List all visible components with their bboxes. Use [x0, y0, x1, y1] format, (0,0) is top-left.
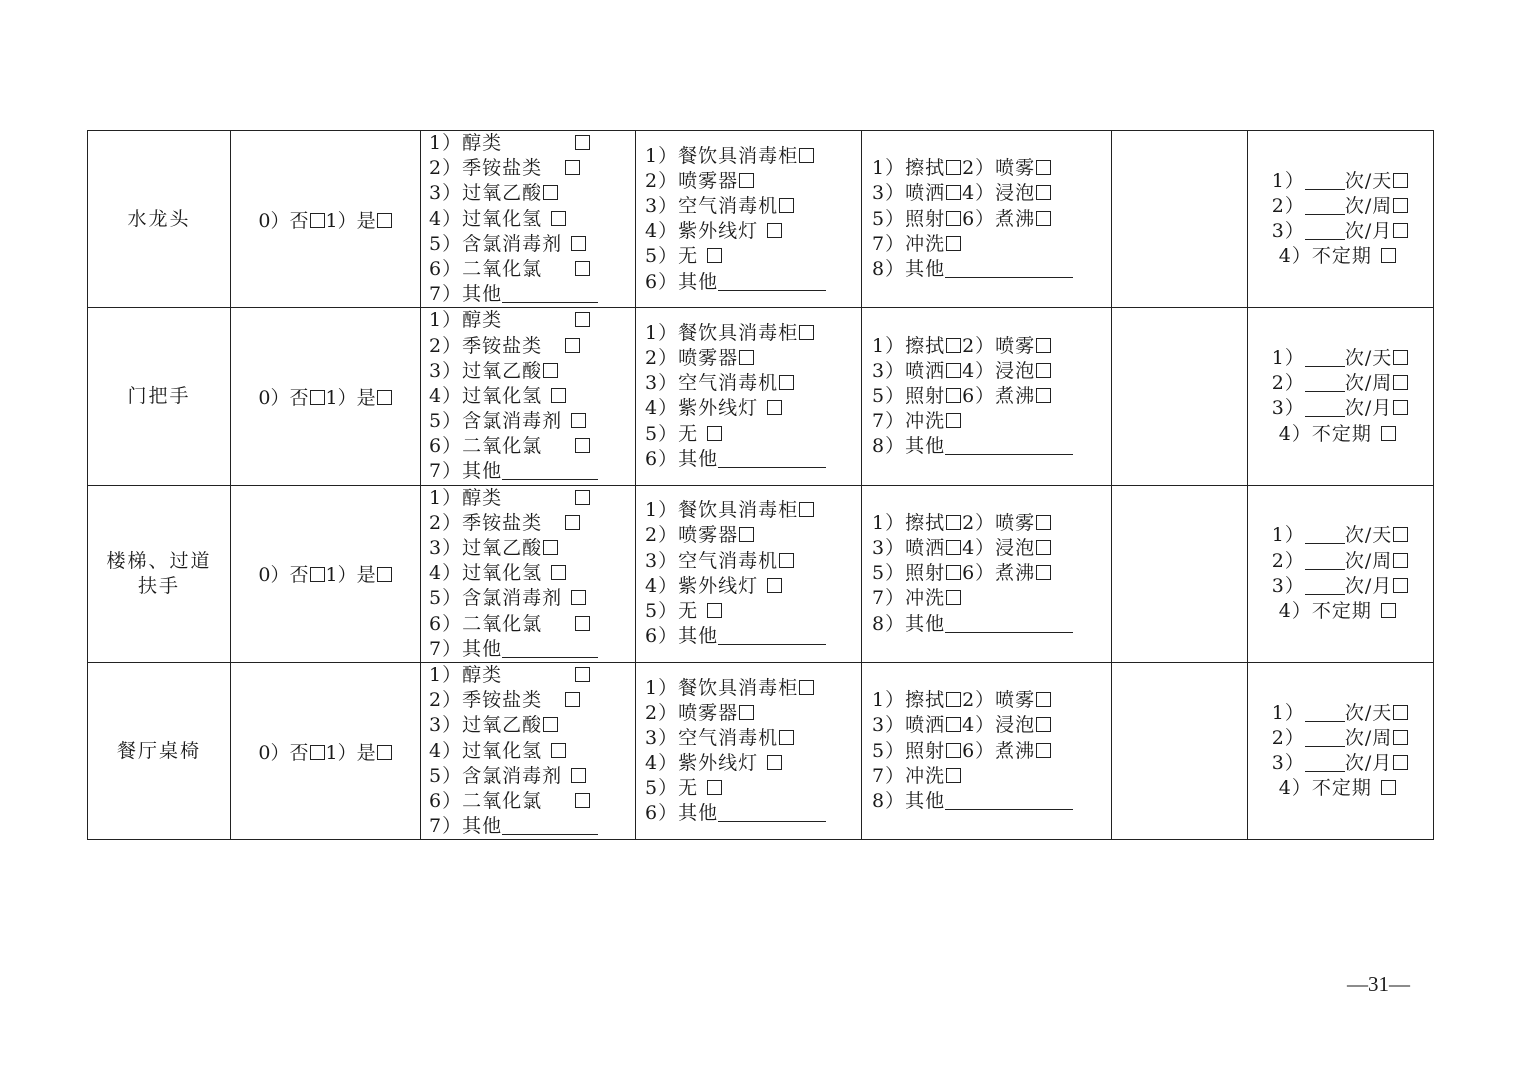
agent-option-label: 6）二氧化氯	[429, 257, 543, 280]
table-row	[88, 131, 1434, 308]
method-label: 1）擦拭	[872, 157, 946, 180]
blank-cell[interactable]	[1112, 131, 1248, 308]
freq-unit: 次/月	[1344, 752, 1393, 775]
method-label: 3）喷洒	[872, 714, 946, 737]
item-name: 门把手	[127, 384, 191, 407]
method-label: 2）喷雾	[962, 511, 1036, 534]
method-other-blank[interactable]	[945, 614, 1073, 633]
method-soak-checkbox[interactable]	[1036, 363, 1051, 378]
equipment-option-checkbox[interactable]	[739, 350, 754, 365]
freq-unit: 次/周	[1344, 194, 1393, 217]
method-label: 7）冲洗	[872, 232, 946, 255]
method-label: 5）照射	[872, 739, 946, 762]
no-label: 0）否	[258, 386, 309, 409]
agent-other-blank[interactable]	[502, 461, 598, 480]
item-name: 楼梯、过道扶手	[106, 549, 212, 597]
equipment-option-checkbox[interactable]	[707, 603, 722, 618]
table-row	[88, 485, 1434, 662]
equipment-option-label: 4）紫外线灯	[645, 220, 759, 243]
method-soak-checkbox[interactable]	[1036, 717, 1051, 732]
freq-month-blank[interactable]	[1305, 398, 1345, 417]
agent-option-label: 4）过氧化氢	[429, 384, 543, 407]
freq-week-checkbox[interactable]	[1393, 553, 1408, 568]
agent-option-checkbox[interactable]	[575, 438, 590, 453]
method-sprinkle-checkbox[interactable]	[946, 717, 961, 732]
equipment-cell	[636, 485, 862, 662]
freq-label: 2）	[1271, 726, 1305, 749]
agent-option-label: 4）过氧化氢	[429, 739, 543, 762]
equipment-cell	[636, 662, 862, 839]
equipment-cell	[636, 308, 862, 485]
freq-day-checkbox[interactable]	[1393, 705, 1408, 720]
method-label: 3）喷洒	[872, 537, 946, 559]
method-label: 2）喷雾	[962, 689, 1036, 712]
agent-option-label: 4）过氧化氢	[429, 207, 543, 230]
freq-label: 3）	[1271, 220, 1305, 243]
page-number: —31—	[1347, 972, 1410, 996]
method-label: 6）煮沸	[962, 739, 1036, 762]
equipment-option-checkbox[interactable]	[767, 223, 782, 238]
method-rinse-checkbox[interactable]	[946, 768, 961, 783]
method-sprinkle-checkbox[interactable]	[946, 540, 961, 555]
equipment-option-checkbox[interactable]	[799, 502, 814, 517]
agent-option-label: 3）过氧乙酸	[429, 537, 543, 559]
method-irradiate-checkbox[interactable]	[946, 743, 961, 758]
freq-label: 4）不定期	[1278, 777, 1372, 800]
method-other-blank[interactable]	[945, 259, 1073, 278]
freq-unit: 次/周	[1344, 372, 1393, 395]
freq-day-blank[interactable]	[1305, 703, 1345, 722]
method-label: 1）擦拭	[872, 511, 946, 534]
equipment-option-label: 1）餐饮具消毒柜	[645, 676, 799, 699]
equipment-option-checkbox[interactable]	[739, 527, 754, 542]
agent-other-blank[interactable]	[502, 284, 598, 303]
equipment-option-label: 2）喷雾器	[645, 524, 739, 547]
agent-other-blank[interactable]	[502, 816, 598, 835]
method-cell	[862, 662, 1112, 839]
agent-option-label: 5）含氯消毒剂	[429, 232, 563, 255]
method-label: 5）照射	[872, 562, 946, 585]
method-label: 3）喷洒	[872, 359, 946, 382]
yes-no-cell	[231, 131, 421, 308]
method-label: 4）浸泡	[962, 714, 1036, 737]
freq-day-blank[interactable]	[1305, 348, 1345, 367]
item-cell	[88, 662, 231, 839]
agent-option-label: 7）其他	[429, 637, 503, 660]
agent-option-label: 1）醇类	[429, 132, 503, 154]
method-label: 6）煮沸	[962, 562, 1036, 585]
method-rinse-checkbox[interactable]	[946, 413, 961, 428]
equipment-option-checkbox[interactable]	[799, 148, 814, 163]
equipment-option-label: 4）紫外线灯	[645, 574, 759, 597]
equipment-cell	[636, 131, 862, 308]
yes-no-cell	[231, 485, 421, 662]
agent-option-checkbox[interactable]	[565, 338, 580, 353]
equipment-option-label: 5）无	[645, 599, 699, 622]
freq-week-blank[interactable]	[1305, 728, 1345, 747]
equipment-option-label: 5）无	[645, 777, 699, 800]
yes-label: 1）是	[325, 741, 376, 764]
freq-day-checkbox[interactable]	[1393, 350, 1408, 365]
freq-month-checkbox[interactable]	[1393, 755, 1408, 770]
freq-day-checkbox[interactable]	[1393, 173, 1408, 188]
equipment-other-blank[interactable]	[718, 626, 826, 645]
method-rinse-checkbox[interactable]	[946, 236, 961, 251]
method-label: 1）擦拭	[872, 689, 946, 712]
agent-other-blank[interactable]	[502, 639, 598, 658]
freq-day-blank[interactable]	[1305, 171, 1345, 190]
agent-option-label: 3）过氧乙酸	[429, 714, 543, 737]
agent-option-label: 7）其他	[429, 815, 503, 838]
method-sprinkle-checkbox[interactable]	[946, 363, 961, 378]
freq-month-blank[interactable]	[1305, 576, 1345, 595]
method-irradiate-checkbox[interactable]	[946, 211, 961, 226]
agent-option-checkbox[interactable]	[575, 312, 590, 327]
freq-month-blank[interactable]	[1305, 753, 1345, 772]
equipment-option-label: 5）无	[645, 245, 699, 268]
yes-checkbox[interactable]	[377, 213, 392, 228]
method-boil-checkbox[interactable]	[1036, 211, 1051, 226]
agent-option-label: 6）二氧化氯	[429, 612, 543, 635]
method-irradiate-checkbox[interactable]	[946, 388, 961, 403]
freq-unit: 次/月	[1344, 220, 1393, 243]
agent-option-label: 3）过氧乙酸	[429, 182, 543, 205]
frequency-cell	[1248, 662, 1434, 839]
equipment-other-blank[interactable]	[718, 272, 826, 291]
equipment-option-label: 6）其他	[645, 447, 719, 470]
freq-label: 4）不定期	[1278, 422, 1372, 445]
no-checkbox[interactable]	[310, 567, 325, 582]
freq-label: 2）	[1271, 372, 1305, 395]
agent-option-checkbox[interactable]	[575, 616, 590, 631]
agent-option-checkbox[interactable]	[565, 160, 580, 175]
equipment-option-label: 2）喷雾器	[645, 169, 739, 192]
method-other-blank[interactable]	[945, 791, 1073, 810]
equipment-option-label: 1）餐饮具消毒柜	[645, 144, 799, 167]
freq-week-blank[interactable]	[1305, 196, 1345, 215]
method-sprinkle-checkbox[interactable]	[946, 185, 961, 200]
method-label: 8）其他	[872, 789, 946, 812]
method-cell	[862, 485, 1112, 662]
agent-option-checkbox[interactable]	[571, 236, 586, 251]
freq-week-blank[interactable]	[1305, 551, 1345, 570]
method-label: 6）煮沸	[962, 384, 1036, 407]
equipment-option-label: 2）喷雾器	[645, 701, 739, 724]
equipment-option-label: 3）空气消毒机	[645, 194, 779, 217]
agent-option-checkbox[interactable]	[575, 135, 590, 150]
freq-label: 4）不定期	[1278, 599, 1372, 622]
no-checkbox[interactable]	[310, 390, 325, 405]
equipment-option-label: 4）紫外线灯	[645, 397, 759, 420]
freq-irregular-checkbox[interactable]	[1381, 426, 1396, 441]
yes-label: 1）是	[325, 564, 376, 587]
method-label: 4）浸泡	[962, 537, 1036, 559]
agent-cell	[421, 485, 636, 662]
equipment-other-blank[interactable]	[718, 803, 826, 822]
freq-irregular-checkbox[interactable]	[1381, 248, 1396, 263]
freq-label: 3）	[1271, 397, 1305, 420]
frequency-cell	[1248, 308, 1434, 485]
equipment-option-checkbox[interactable]	[739, 705, 754, 720]
yes-checkbox[interactable]	[377, 567, 392, 582]
agent-option-label: 1）醇类	[429, 486, 503, 509]
freq-label: 3）	[1271, 574, 1305, 597]
no-label: 0）否	[258, 741, 309, 764]
method-soak-checkbox[interactable]	[1036, 185, 1051, 200]
freq-week-checkbox[interactable]	[1393, 198, 1408, 213]
equipment-option-label: 4）紫外线灯	[645, 752, 759, 775]
agent-option-checkbox[interactable]	[565, 692, 580, 707]
agent-option-checkbox[interactable]	[551, 565, 566, 580]
equipment-option-checkbox[interactable]	[779, 198, 794, 213]
method-label: 6）煮沸	[962, 207, 1036, 230]
yes-no-cell	[231, 308, 421, 485]
freq-irregular-checkbox[interactable]	[1381, 603, 1396, 618]
agent-option-checkbox[interactable]	[543, 540, 558, 555]
equipment-other-blank[interactable]	[718, 449, 826, 468]
method-wipe-checkbox[interactable]	[946, 160, 961, 175]
agent-option-label: 2）季铵盐类	[429, 689, 543, 712]
agent-option-label: 3）过氧乙酸	[429, 359, 543, 382]
agent-option-checkbox[interactable]	[565, 515, 580, 530]
yes-label: 1）是	[325, 386, 376, 409]
method-label: 3）喷洒	[872, 182, 946, 205]
method-irradiate-checkbox[interactable]	[946, 565, 961, 580]
item-name: 水龙头	[127, 207, 191, 230]
agent-option-label: 2）季铵盐类	[429, 157, 543, 180]
agent-option-checkbox[interactable]	[543, 185, 558, 200]
table-row	[88, 308, 1434, 485]
yes-no-cell	[231, 662, 421, 839]
freq-label: 1）	[1271, 701, 1305, 724]
equipment-option-checkbox[interactable]	[779, 730, 794, 745]
freq-unit: 次/天	[1344, 524, 1393, 547]
freq-label: 1）	[1271, 169, 1305, 192]
agent-option-checkbox[interactable]	[551, 388, 566, 403]
method-cell	[862, 308, 1112, 485]
agent-option-checkbox[interactable]	[551, 211, 566, 226]
no-checkbox[interactable]	[310, 745, 325, 760]
equipment-option-checkbox[interactable]	[779, 375, 794, 390]
method-cell	[862, 131, 1112, 308]
agent-option-checkbox[interactable]	[575, 490, 590, 505]
yes-checkbox[interactable]	[377, 745, 392, 760]
agent-cell	[421, 308, 636, 485]
method-label: 8）其他	[872, 612, 946, 635]
equipment-option-checkbox[interactable]	[739, 173, 754, 188]
blank-cell[interactable]	[1112, 485, 1248, 662]
method-label: 1）擦拭	[872, 334, 946, 357]
method-label: 7）冲洗	[872, 764, 946, 787]
equipment-option-label: 2）喷雾器	[645, 347, 739, 370]
freq-unit: 次/周	[1344, 549, 1393, 572]
freq-unit: 次/天	[1344, 169, 1393, 192]
method-label: 5）照射	[872, 384, 946, 407]
agent-option-checkbox[interactable]	[575, 793, 590, 808]
agent-option-checkbox[interactable]	[543, 363, 558, 378]
freq-month-checkbox[interactable]	[1393, 223, 1408, 238]
method-spray-checkbox[interactable]	[1036, 515, 1051, 530]
method-spray-checkbox[interactable]	[1036, 692, 1051, 707]
equipment-option-checkbox[interactable]	[767, 755, 782, 770]
freq-label: 1）	[1271, 524, 1305, 547]
method-wipe-checkbox[interactable]	[946, 338, 961, 353]
method-label: 8）其他	[872, 435, 946, 458]
freq-label: 4）不定期	[1278, 245, 1372, 268]
agent-option-checkbox[interactable]	[571, 413, 586, 428]
freq-irregular-checkbox[interactable]	[1381, 780, 1396, 795]
agent-option-checkbox[interactable]	[551, 743, 566, 758]
freq-month-blank[interactable]	[1305, 221, 1345, 240]
frequency-cell	[1248, 131, 1434, 308]
equipment-option-label: 1）餐饮具消毒柜	[645, 499, 799, 522]
freq-unit: 次/月	[1344, 574, 1393, 597]
freq-week-blank[interactable]	[1305, 373, 1345, 392]
method-label: 2）喷雾	[962, 334, 1036, 357]
method-label: 5）照射	[872, 207, 946, 230]
freq-week-checkbox[interactable]	[1393, 730, 1408, 745]
no-checkbox[interactable]	[310, 213, 325, 228]
agent-option-checkbox[interactable]	[575, 261, 590, 276]
blank-cell[interactable]	[1112, 662, 1248, 839]
table-row	[88, 662, 1434, 839]
equipment-option-checkbox[interactable]	[707, 426, 722, 441]
equipment-option-label: 3）空气消毒机	[645, 549, 779, 572]
freq-month-checkbox[interactable]	[1393, 400, 1408, 415]
agent-option-label: 6）二氧化氯	[429, 435, 543, 458]
agent-option-label: 5）含氯消毒剂	[429, 587, 563, 610]
agent-option-label: 7）其他	[429, 283, 503, 306]
frequency-cell	[1248, 485, 1434, 662]
equipment-option-label: 5）无	[645, 422, 699, 445]
freq-unit: 次/月	[1344, 397, 1393, 420]
equipment-option-label: 6）其他	[645, 802, 719, 825]
freq-day-checkbox[interactable]	[1393, 527, 1408, 542]
equipment-option-label: 3）空气消毒机	[645, 372, 779, 395]
method-boil-checkbox[interactable]	[1036, 565, 1051, 580]
item-cell	[88, 308, 231, 485]
freq-unit: 次/天	[1344, 347, 1393, 370]
method-label: 7）冲洗	[872, 410, 946, 433]
equipment-option-label: 6）其他	[645, 270, 719, 293]
method-spray-checkbox[interactable]	[1036, 338, 1051, 353]
freq-label: 3）	[1271, 752, 1305, 775]
equipment-option-checkbox[interactable]	[767, 400, 782, 415]
freq-day-blank[interactable]	[1305, 525, 1345, 544]
yes-checkbox[interactable]	[377, 390, 392, 405]
freq-week-checkbox[interactable]	[1393, 375, 1408, 390]
agent-option-label: 2）季铵盐类	[429, 511, 543, 534]
equipment-option-checkbox[interactable]	[779, 553, 794, 568]
agent-option-label: 1）醇类	[429, 309, 503, 332]
blank-cell[interactable]	[1112, 308, 1248, 485]
agent-option-label: 5）含氯消毒剂	[429, 764, 563, 787]
method-label: 8）其他	[872, 257, 946, 280]
method-boil-checkbox[interactable]	[1036, 388, 1051, 403]
freq-label: 2）	[1271, 549, 1305, 572]
agent-option-checkbox[interactable]	[543, 717, 558, 732]
freq-unit: 次/周	[1344, 726, 1393, 749]
agent-option-checkbox[interactable]	[571, 590, 586, 605]
equipment-option-checkbox[interactable]	[707, 248, 722, 263]
method-other-blank[interactable]	[945, 436, 1073, 455]
equipment-option-checkbox[interactable]	[799, 680, 814, 695]
agent-option-label: 4）过氧化氢	[429, 562, 543, 585]
equipment-option-label: 1）餐饮具消毒柜	[645, 321, 799, 344]
agent-cell	[421, 131, 636, 308]
item-cell	[88, 485, 231, 662]
equipment-option-label: 6）其他	[645, 625, 719, 648]
method-spray-checkbox[interactable]	[1036, 160, 1051, 175]
method-rinse-checkbox[interactable]	[946, 590, 961, 605]
method-boil-checkbox[interactable]	[1036, 743, 1051, 758]
agent-option-label: 7）其他	[429, 460, 503, 483]
equipment-option-checkbox[interactable]	[767, 578, 782, 593]
equipment-option-checkbox[interactable]	[799, 325, 814, 340]
method-wipe-checkbox[interactable]	[946, 515, 961, 530]
freq-month-checkbox[interactable]	[1393, 578, 1408, 593]
agent-cell	[421, 662, 636, 839]
method-label: 4）浸泡	[962, 359, 1036, 382]
agent-option-label: 5）含氯消毒剂	[429, 410, 563, 433]
agent-option-label: 1）醇类	[429, 663, 503, 686]
no-label: 0）否	[258, 209, 309, 232]
method-label: 2）喷雾	[962, 157, 1036, 180]
method-label: 4）浸泡	[962, 182, 1036, 205]
item-cell	[88, 131, 231, 308]
freq-unit: 次/天	[1344, 701, 1393, 724]
disinfection-survey-table	[87, 130, 1434, 840]
agent-option-checkbox[interactable]	[575, 667, 590, 682]
agent-option-label: 2）季铵盐类	[429, 334, 543, 357]
freq-label: 1）	[1271, 347, 1305, 370]
method-soak-checkbox[interactable]	[1036, 540, 1051, 555]
equipment-option-label: 3）空气消毒机	[645, 726, 779, 749]
equipment-option-checkbox[interactable]	[707, 780, 722, 795]
method-wipe-checkbox[interactable]	[946, 692, 961, 707]
agent-option-checkbox[interactable]	[571, 768, 586, 783]
freq-label: 2）	[1271, 194, 1305, 217]
item-name: 餐厅桌椅	[116, 739, 201, 762]
method-label: 7）冲洗	[872, 587, 946, 610]
no-label: 0）否	[258, 564, 309, 587]
agent-option-label: 6）二氧化氯	[429, 789, 543, 812]
yes-label: 1）是	[325, 209, 376, 232]
